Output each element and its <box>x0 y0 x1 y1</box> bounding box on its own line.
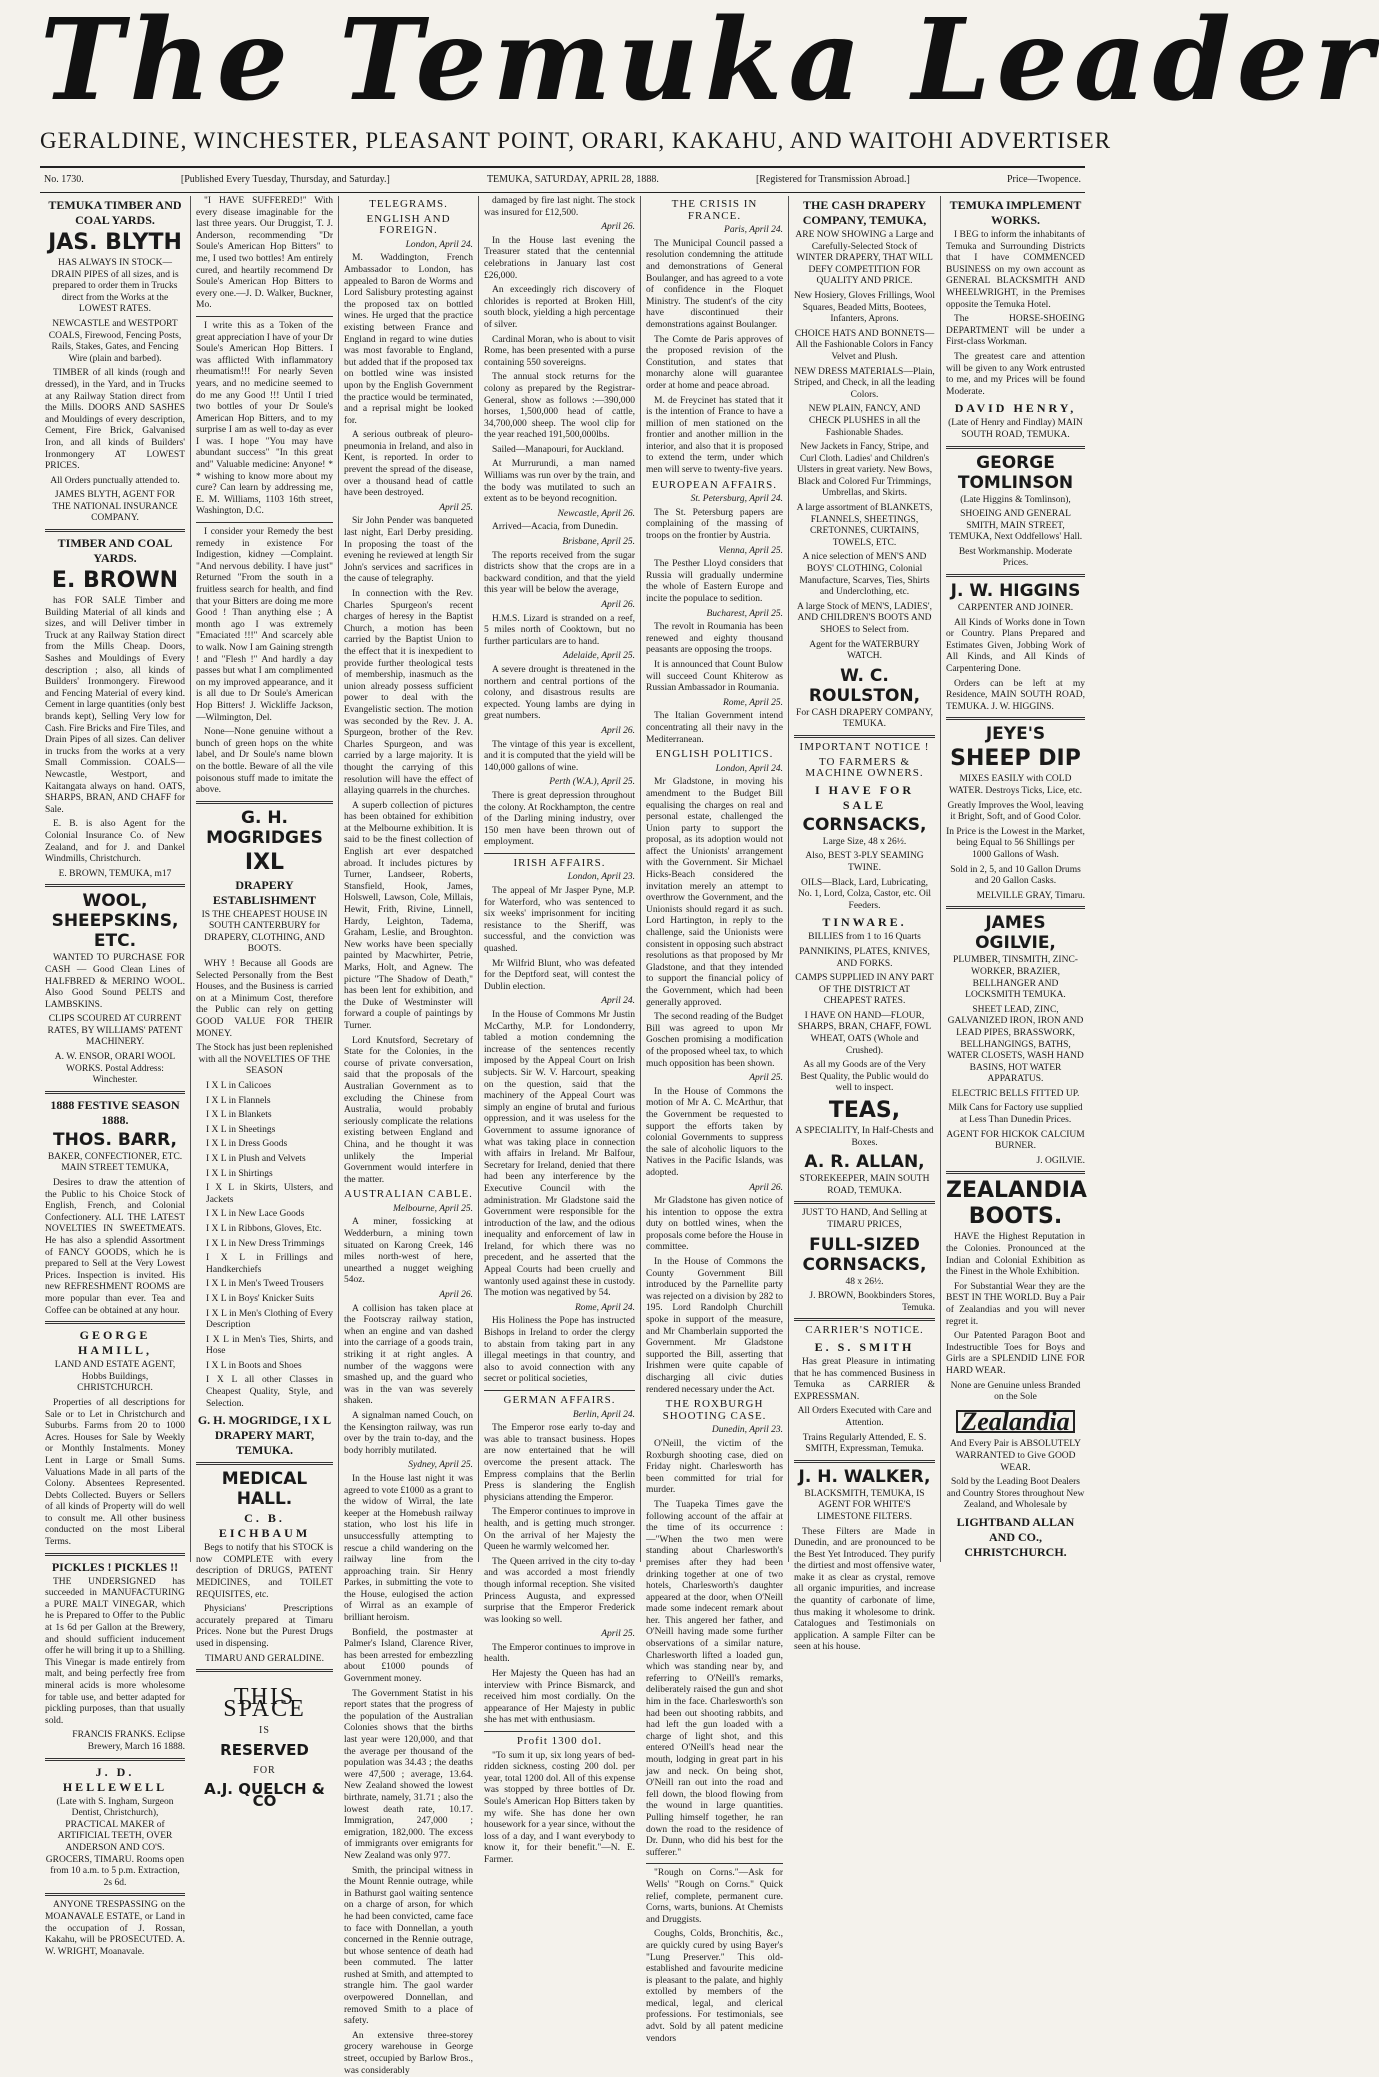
list-item: I X L in Boots and Shoes <box>206 1360 302 1371</box>
barr-text: Desires to draw the attention of the Public to his Choice Stock of English, French, and Colonial Confectionery. ALL THE LATEST NOVELTIES IN SWEETMEATS. He has also a splendid Assortment of FANCY GOODS, which he is prepared to Sell at the Very Lowest Prices. Inspection is invited. His new REFRESHMENT ROOMS are more popular than ever. Tea and Coffee can be obtained at any hour. <box>45 1178 185 1316</box>
dateline: London, April 24. <box>715 763 783 774</box>
masthead-title: The Temuka Leader <box>40 0 1379 126</box>
article-paragraph: In the House last night it was agreed to vote £1000 as a grant to the widow of Wirral, the late keeper at the Homebush railway station, who lost his life in unsuccessfully attempting to rescue a child wandering on the railway line from the approaching train. Sir Henry Parkes, in submitting the vote to the House, eulogised the action of Wirral as an example of brilliant heroism. <box>344 1473 473 1624</box>
blyth-heading: TEMUKA TIMBER AND COAL YARDS. <box>48 198 182 227</box>
list-item: I X L in New Dress Trimmings <box>206 1238 325 1249</box>
jbrown-sign: J. BROWN, Bookbinders Stores, Temuka. <box>809 1291 935 1313</box>
article-paragraph: A serious outbreak of pleuro-pneumonia in Ireland, and also in Kent, is reported. In order to prevent the spread of the disease, over a thousand head of cattle have been destroyed. <box>344 430 473 499</box>
article-paragraph: His Holiness the Pope has instructed Bishops in Ireland to order the clergy to abstain from taking part in any illegal meetings in that country, and also to avoid connection with any secret or political societies, <box>484 1316 635 1385</box>
article-paragraph: The second reading of the Budget Bill was agreed to upon Mr Goschen promising a modification of the proposed wheel tax, to which much opposition has been shown. <box>646 1012 783 1069</box>
dateline: Brisbane, April 25. <box>562 537 635 548</box>
column-2 <box>190 196 338 1810</box>
dateline: Melbourne, April 25. <box>392 1203 473 1214</box>
article-paragraph: The Government Statist in his report states that the progress of the population of the Australian Colonies shows that the births last year were 120,000, and that the average per thousand of the population was 34.43 ; the deaths were 47,500 ; average, 13.64. New Zealand showed the lowest birthrate, namely, 31.71 ; also the lowest death rate, 10.17. Immigration, 247,000 ; emigration, 182,000. The excess of immigrants over emigrants for New Zealand was only 977. <box>344 1688 473 1861</box>
cash-agent: Agent for the WATERBURY WATCH. <box>809 639 920 662</box>
wool-heading: WOOL, SHEEPSKINS, ETC. <box>51 891 179 952</box>
article-paragraph: The Municipal Council passed a resolution condemning the attitude and demonstrations of General Boulanger, and has agreed to a vote of confidence in the Floquet Ministry. The student's of the city have discontinued their demonstrations against Boulanger. <box>646 238 783 330</box>
blyth-stock: HAS ALWAYS IN STOCK—DRAIN PIPES of all sizes, and is prepared to order them in Trucks direct from the Works at the LOWEST RATES. <box>51 258 179 315</box>
just-to-hand: JUST TO HAND, And Selling at TIMARU PRICES, <box>801 1208 928 1230</box>
article-paragraph: Mr Gladstone, in moving his amendment to the Budget Bill equalising the charges on real and personal estate, challenged the Union party to support the proposal, as its adoption would not affect the Unionists' arrangement with the Government. Sir Michael Hicks-Beach considered the invitation merely an attempt to overthrow the Government, and the Unionists should regard it as such. Lord Hartington, in reply to the challenge, said the Unionists were consistent in opposing such abstract resolutions as that proposed by Mr Gladstone, and that they intended to support the financial policy of the Government, which had been generally approved. <box>646 777 783 1008</box>
list-item: I X L in New Lace Goods <box>206 1209 305 1220</box>
telegrams-heading: TELEGRAMS. <box>369 198 448 210</box>
column-4 <box>478 196 640 1865</box>
list-item: I X L in Dress Goods <box>206 1139 288 1150</box>
testimonial-consider: I consider your Remedy the best remedy in existence For Indigestion, kidney —Complaint. "And nervous debility. I have just" Returned "From the south in a fruitless search for health, and find that your Bitters are doing me more Good ! Than anything else ; A month ago I was extremely "Emaciated !!!" And scarcely able to walk. Now I am Gaining strength ! and "Flesh !" And hardly a day passes but what I am complimented on my improved appearance, and it is all due to Dr Soule's American Hop Bitters! J. Wickliffe Jackson, —Wilmington, Del. <box>196 527 333 723</box>
article-paragraph: Mr Wilfrid Blunt, who was defeated for the Deptford seat, will contest the Dublin election. <box>484 958 635 992</box>
cash-jackets: New Jackets in Fancy, Stripe, and Curl Cloth. Ladies' and Children's Ulsters in great variety. New Bows, Black and Colored Fur Trimmings, Umbrellas, and Skirts. <box>796 442 933 499</box>
article-paragraph: Mr Gladstone has given notice of his intention to oppose the extra duty on bottled wines, when the proposals come before the House in committee. <box>646 1196 783 1253</box>
ogilvie-sign: J. OGILVIE. <box>1036 1155 1085 1166</box>
tomlinson-best: Best Workmanship. Moderate Prices. <box>958 546 1073 569</box>
dateline: April 26. <box>749 1182 783 1193</box>
teas-speciality: A SPECIALITY, In Half-Chests and Boxes. <box>795 1126 934 1148</box>
cash-hosiery: New Hosiery, Gloves Frillings, Wool Squares, Beaded Mitts, Bootees, Infanters, Aprons. <box>794 290 935 325</box>
article-paragraph: The St. Petersburg papers are complaining of the massing of troops on the frontier by Austria. <box>646 507 783 542</box>
article-paragraph: The vintage of this year is excellent, and it is computed that the yield will be 140,000 gallons of wine. <box>484 739 635 773</box>
article-paragraph: Lord Knutsford, Secretary of State for the Colonies, in the course of private conversation, said that the proposals of the Australian Government as to excluding the Chinese from Australia, would probably seriously complicate the relations existing between England and China, and he thought it was unlikely the Imperial Government would interfere in the matter. <box>344 1035 473 1185</box>
blyth-name: JAS. BLYTH <box>48 230 182 255</box>
lightband-name: LIGHTBAND ALLAN AND CO., CHRISTCHURCH. <box>956 1514 1075 1559</box>
article-paragraph: The reports received from the sugar districts show that the crops are in a backward condition, and that the yield this year will be below the average, <box>484 550 635 596</box>
divider <box>484 1390 635 1391</box>
reserved-space-title: THIS SPACE <box>223 1684 306 1722</box>
ogilvie-bells: ELECTRIC BELLS FITTED UP. <box>951 1088 1080 1099</box>
list-item: I X L all other Classes in Cheapest Quality, Style, and Selection. <box>206 1375 333 1409</box>
ogilvie-milk: Milk Cans for Factory use supplied at Less Than Dunedin Prices. <box>948 1103 1083 1126</box>
carrier-heading: CARRIER'S NOTICE. <box>805 1324 924 1337</box>
list-item: I X L in Skirts, Ulsters, and Jackets <box>206 1183 333 1205</box>
german-affairs-heading: GERMAN AFFAIRS. <box>503 1394 616 1406</box>
billies: BILLIES from 1 to 16 Quarts <box>808 932 921 943</box>
blyth-coal: NEWCASTLE and WESTPORT COALS, Firewood, Fencing Posts, Rails, Stakes, Gates, and Fencing Wire (plain and barbed). <box>48 318 182 364</box>
article-paragraph: In the House of Commons the County Government Bill introduced by the Parnellite party was rejected on a division by 282 to 195. Lord Randolph Churchill spoke in support of the measure, and Mr Chamberlain supported the Government. Mr Gladstone supported the Bill, asserting that Irishmen were quite capable of discharging all civic duties rendered necessary under the Act. <box>646 1257 783 1395</box>
article-paragraph: A miner, fossicking at Wedderburn, a mining town situated on Karong Creek, 146 miles north-west of here, unearthed a nugget weighing 54oz. <box>344 1217 473 1286</box>
dip-price: In Price is the Lowest in the Market, being Equal to 56 Shillings per 1000 Gallons of Wash. <box>946 826 1085 860</box>
article-paragraph: A severe drought is threatened in the northern and central portions of the colony, and disastrous results are expected. Young lambs are dying in great numbers. <box>484 664 635 722</box>
dateline: April 26. <box>601 725 635 736</box>
column-1 <box>40 196 190 1957</box>
hamill-heading: GEORGE HAMILL, <box>77 1328 152 1358</box>
masthead-subtitle: GERALDINE, WINCHESTER, PLEASANT POINT, ORARI, KAKAHU, AND WAITOHI ADVERTISER <box>40 128 1112 153</box>
hamill-text: Properties of all descriptions for Sale or to Let in Christchurch and Suburbs. Farms from 20 to 1000 Acres. Houses for Sale by Weekly or Monthly Instalments. Money Lent in Large or Small Sums. Valuations Made in all parts of the Colony. Absentees Represented. Debts Collected. Buyers or Sellers of all kinds of Property will do well to consult me. All other business conducted on the most Liberal Terms. <box>45 1397 185 1548</box>
goods-note: As all my Goods are of the Very Best Quality, the Public would do well to inspect. <box>800 1060 929 1094</box>
article-paragraph: The Pesther Lloyd considers that Russia will gradually undermine the whole of Eastern Europe and incite the populace to sedition. <box>646 559 783 604</box>
english-politics-heading: ENGLISH POLITICS. <box>655 748 774 761</box>
tomlinson-name: GEORGE TOMLINSON <box>957 452 1074 493</box>
clips-text: CLIPS SCOURED AT CURRENT RATES, BY WILLIAMS' PATENT MACHINERY. <box>47 1014 183 1048</box>
article-paragraph: A collision has taken place at the Footscray railway station, when an engine and van dashed into the carriage of a goods train, striking it at right angles. A number of the waggons were smashed up, and the guard who was in the van was severely shaken. <box>344 1303 473 1407</box>
dateline: April 26. <box>439 1290 473 1301</box>
divider <box>196 1462 333 1465</box>
eichbaum-name: C. B. EICHBAUM <box>218 1511 311 1541</box>
zealandia-heading: ZEALANDIA BOOTS. <box>946 1178 1087 1230</box>
higgins-text: All Kinds of Works done in Town or Country. Plans Prepared and Estimates Given, Jobbing Work of All Kinds, and All Kinds of Carpentering Done. <box>946 617 1085 675</box>
divider <box>196 316 333 317</box>
twine: Also, BEST 3-PLY SEAMING TWINE. <box>805 851 924 873</box>
article-paragraph: The appeal of Mr Jasper Pyne, M.P. for Waterford, who was sentenced to six weeks' imprisonment for inciting resistance to the Sheriff, was successful, and the conviction was quashed. <box>484 886 635 955</box>
cash-plain: NEW PLAIN, FANCY, AND CHECK PLUSHES in all the Fashionable Shades. <box>808 404 921 438</box>
mogridge-text: IS THE CHEAPEST HOUSE IN SOUTH CANTERBURY for DRAPERY, CLOTHING, AND BOOTS. <box>201 909 328 955</box>
divider <box>45 884 185 887</box>
dateline: Newcastle, April 26. <box>557 508 635 519</box>
article-paragraph: A superb collection of pictures has been obtained for exhibition at the Melbourne exhibition. It is said to be the finest collection of English art ever despatched abroad. It includes pictures by Turner, Landseer, Roberts, Stansfield, Hook, James, Holswell, Lawson, Cole, Millais, Hewit, Frith, Rivine, Linnell, Hardy, Leighton, Tadema, Graham, Leslie, and Broughton. New works have been specially painted by Macwhirter, Petrie, Marks, Holt, and Agnew. The picture "The Shadow of Death," has been lent for exhibition, and the Duke of Westminster will forward a couple of paintings by Turner. <box>344 800 473 1031</box>
brown-agent: E. B. is also Agent for the Colonial Insurance Co. of New Zealand, and for J. and Dankel Windmills, Christchurch. <box>45 819 185 865</box>
jeyes-heading: JEYE'S <box>985 724 1046 745</box>
fullsized-size: 48 x 26½. <box>845 1276 884 1287</box>
dateline: Dunedin, April 23. <box>711 1425 783 1436</box>
barr-name: THOS. BARR, <box>53 1129 177 1150</box>
article-paragraph: An extensive three-storey grocery warehouse in George street, occupied by Barlow Bros., was considerably <box>344 2030 473 2076</box>
dip-more: Greatly Improves the Wool, leaving it Bright, Soft, and of Good Color. <box>947 800 1084 823</box>
dateline: Perth (W.A.), April 25. <box>549 777 635 788</box>
blyth-orders: All Orders punctually attended to. <box>50 475 180 486</box>
dateline: Vienna, April 25. <box>718 545 783 556</box>
profit-heading: Profit 1300 dol. <box>516 1735 603 1748</box>
divider <box>946 717 1085 720</box>
article-paragraph: Sir John Pender was banqueted last night, Earl Derby presiding. In proposing the toast of the evening he reviewed at length Sir John's services and sacrifices in the cause of telegraphy. <box>344 516 473 585</box>
barr-sub: BAKER, CONFECTIONER, ETC. MAIN STREET TEMUKA, <box>47 1151 183 1174</box>
mogridge-sign: G. H. MOGRIDGE, I X L DRAPERY MART, TEMUKA. <box>197 1413 332 1458</box>
dateline: Sydney, April 25. <box>408 1460 473 1471</box>
fullsized-cornsacks: FULL-SIZED CORNSACKS, <box>802 1234 927 1275</box>
dateline-bar <box>40 166 1085 193</box>
divider <box>196 1669 333 1672</box>
list-item: I X L in Plush and Velvets <box>206 1153 306 1164</box>
mogridge-stock: The Stock has just been replenished with all the NOVELTIES OF THE SEASON <box>196 1043 333 1077</box>
brown-heading: TIMBER AND COAL YARDS. <box>57 536 173 566</box>
brown-name: E. BROWN <box>51 568 179 594</box>
dateline: April 26. <box>601 222 635 233</box>
list-item: I X L in Men's Tweed Trousers <box>206 1279 324 1290</box>
blyth-agent: JAMES BLYTH, AGENT FOR THE NATIONAL INSURANCE COMPANY. <box>52 490 178 524</box>
tomlinson-text: SHOEING AND GENERAL SMITH, MAIN STREET, TEMUKA, Next Oddfellows' Hall. <box>948 509 1083 543</box>
medical-place: TIMARU AND GERALDINE. <box>204 1653 324 1664</box>
higgins-orders: Orders can be left at my Residence, MAIN SOUTH ROAD, TEMUKA. J. W. HIGGINS. <box>946 678 1085 712</box>
mogridge-why: WHY ! Because all Goods are Selected Personally from the Best Houses, and the Business is carried on at a Minimum Cost, therefore the Public can rely on getting GOOD VALUE FOR THEIR MONEY. <box>196 959 333 1039</box>
article-paragraph: Smith, the principal witness in the Mount Rennie outrage, while in Bathurst gaol waiting sentence on a charge of arson, for which he had been convicted, came face to face with Donnellan, a youth concerned in the Rennie outrage, but whose sentence of death had been commuted. The latter rushed at Smith, and attempted to strangle him. The gaol warder overpowered Donnellan, and removed Smith to a place of safety. <box>344 1865 473 2027</box>
divider <box>45 1091 185 1094</box>
medical-hall-heading: MEDICAL HALL. <box>221 1469 308 1510</box>
dateline: Bucharest, April 25. <box>706 608 783 619</box>
dip-drums: Sold in 2, 5, and 10 Gallon Drums and 20 Gallon Casks. <box>950 864 1081 887</box>
ogilvie-burner: AGENT FOR HICKOK CALCIUM BURNER. <box>946 1129 1085 1152</box>
reserved-for: FOR <box>253 1764 276 1776</box>
cash-drapery-heading: THE CASH DRAPERY COMPANY, TEMUKA, <box>802 198 927 227</box>
divider <box>484 1731 635 1732</box>
divider <box>794 735 935 738</box>
smith-name: E. S. SMITH <box>814 1339 915 1354</box>
have-for-sale: I HAVE FOR SALE <box>814 782 915 812</box>
sheep-dip-heading: SHEEP DIP <box>950 746 1081 772</box>
article-paragraph: M. de Freycinet has stated that it is the intention of France to have a million of men stationed on the frontier and another million in the interior, and also that it is proposed to extend the term, under which men will serve to twenty-five years. <box>646 395 783 476</box>
article-paragraph: It is announced that Count Bulow will succeed Count Khiterow as Russian Ambassador in Roumania. <box>646 659 783 694</box>
article-paragraph: The revolt in Roumania has been renewed and eighty thousand peasants are opposing the troops. <box>646 622 783 656</box>
pannikins: PANNIKINS, PLATES, KNIVES, AND FORKS. <box>799 946 930 969</box>
divider <box>45 1321 185 1324</box>
article-paragraph: O'Neill, the victim of the Roxburgh shooting case, died on Friday night. Charlesworth has been committed for trial for murder. <box>646 1438 783 1496</box>
mogridge-heading: G. H. MOGRIDGES <box>206 807 323 848</box>
zealandia-patent: Our Patented Paragon Boot and Indestructible Toes for Boys and Girls are a SPLENDID LINE FOR HARD WEAR. <box>946 1331 1085 1376</box>
cash-boots: A large Stock of MEN'S, LADIES', AND CHILDREN'S BOOTS AND SHOES to Select from. <box>797 601 932 635</box>
article-paragraph: In the House of Commons Mr Justin McCarthy, M.P. for Londonderry, tabled a motion condemning the increase of the sentences recently imposed by the Appeal Court on Irish subjects. Sir W. V. Harcourt, speaking on the question, said that the machinery of the Appeal Court was simply an engine of brutal and furious oppression, and it was useless for the Government to assume ignorance of what was taking place in connection with affairs in Ireland. Mr Balfour, Secretary for Ireland, denied that there had been any interference by the Executive Council with the administration. Mr Gladstone said the Government were responsible for the introduction of the law, and the odious inequality and enforcement of law in Ireland, for which there was no precedent, and he asserted that the Appeal Courts had been cruelly and wantonly used against these in custody. The motion was negatived by 54. <box>484 1010 635 1299</box>
cash-mens: A nice selection of MEN'S AND BOYS' CLOTHING, Colonial Manufacture, Scarves, Ties, Shirts and Underclothing, etc. <box>799 552 930 598</box>
article-paragraph: The annual stock returns for the colony as prepared by the Registrar-General, show as follows :—390,000 horses, 1,500,000 head of cattle, 34,700,000 sheep. The wool clip for the year reached 191,500,000lbs. <box>484 372 635 441</box>
article-paragraph: The Comte de Paris approves of the proposed revision of the Constitution, and states that monarchy alone will guarantee order at home and peace abroad. <box>646 334 783 391</box>
registration-note: [Registered for Transmission Abroad.] <box>755 174 910 185</box>
oils: OILS—Black, Lard, Lubricating, No. 1, Lord, Colza, Castor, etc. Oil Feeders. <box>797 877 932 911</box>
list-item: I X L in Men's Clothing of Every Description <box>206 1308 333 1331</box>
reserved-is: IS <box>259 1725 270 1737</box>
higgins-sub: CARPENTER AND JOINER. <box>957 603 1074 614</box>
divider <box>646 1863 783 1864</box>
article-paragraph: Arrived—Acacia, from Dunedin. <box>492 522 619 533</box>
article-paragraph: H.M.S. Lizard is stranded on a reef, 5 miles north of Cooktown, but no further particulars are to hand. <box>484 613 635 647</box>
testimonial: "I HAVE SUFFERED!" With every disease imaginable for the last three years. Our Druggist, T. J. Anderson, recommending "Dr Soule's American Hop Bitters" to me, I used two bottles! Am entirely cured, and heartily recommend Dr Soule's American Hop Bitters to every one.—J. D. Walker, Buckner, Mo. <box>196 196 333 311</box>
divider <box>946 1171 1085 1174</box>
mogridge-list <box>196 1081 333 1410</box>
ogilvie-text: SHEET LEAD, ZINC, GALVANIZED IRON, IRON AND LEAD PIPES, BRASSWORK, BELLHANGINGS, BATHS, WATER CLOSETS, WASH HAND BASINS, HOT WATER APPARATUS. <box>947 1004 1084 1085</box>
reserved-label: RESERVED <box>220 1740 309 1759</box>
dateline: April 26. <box>601 600 635 610</box>
list-item: I X L in Frillings and Handkerchiefs <box>206 1253 333 1275</box>
place-date: TEMUKA, SATURDAY, APRIL 28, 1888. <box>486 174 659 185</box>
list-item: I X L in Shirtings <box>206 1168 273 1179</box>
cash-blankets: A large assortment of BLANKETS, FLANNELS, SHEETINGS, CRETONNES, CURTAINS, TOWELS, ETC. <box>796 503 933 548</box>
roulston-name: W. C. ROULSTON, <box>808 665 921 706</box>
dateline: April 24. <box>601 996 635 1007</box>
ensor-text: A. W. ENSOR, ORARI WOOL WORKS. Postal Address: Winchester. <box>54 1052 176 1086</box>
article-paragraph: The Queen arrived in the city to-day and was accorded a most friendly though informal reception. She visited Princess Augusta, and expressed surprise that the Emperor Frederick was looking so well. <box>484 1556 635 1625</box>
allan-sub: STOREKEEPER, MAIN SOUTH ROAD, TEMUKA. <box>799 1174 930 1196</box>
allan-name: A. R. ALLAN, <box>804 1152 925 1173</box>
list-item: I X L in Men's Ties, Shirts, and Hose <box>206 1334 333 1357</box>
reserved-advertiser: A.J. QUELCH & CO <box>204 1780 325 1810</box>
article-paragraph: M. Waddington, French Ambassador to London, has appealed to Baron de Worms and Lord Salisbury protesting against the proposed tax on bottled wines. He urged that the practice existing between France and England in regard to wine duties was most favorable to England, but added that if the proposed tax on bottled wine was insisted upon by the English Government the practice would be terminated, and a reprisal might be looked for. <box>344 253 473 426</box>
implement-works-heading: TEMUKA IMPLEMENT WORKS. <box>949 198 1082 227</box>
hamill-sub: LAND AND ESTATE AGENT, Hobbs Buildings, CHRISTCHURCH. <box>54 1360 176 1394</box>
list-item: I X L in Calicoes <box>206 1081 272 1091</box>
mogridge-ixl: IXL <box>244 849 285 875</box>
article-paragraph: Bonfield, the postmaster at Palmer's Island, Clarence River, has been arrested for embezzling about £1000 pounds of Government money. <box>344 1627 473 1685</box>
article-paragraph: Sailed—Manapouri, for Auckland. <box>492 444 624 455</box>
medical-text-2: Physicians' Prescriptions accurately prepared at Timaru Prices. None but the Purest Drugs used in dispensing. <box>196 1604 333 1649</box>
ogilvie-name: JAMES OGILVIE, <box>975 913 1056 954</box>
dateline: Adelaide, April 25. <box>562 651 635 662</box>
article-paragraph: An exceedingly rich discovery of chlorides is reported at Broken Hill, south block, yielding a high percentage of silver. <box>484 285 635 330</box>
dip-text: MIXES EASILY with COLD WATER. Destroys Ticks, Lice, etc. <box>949 774 1082 796</box>
article-paragraph: In connection with the Rev. Charles Spurgeon's recent charges of heresy in the Baptist Church, a motion has been carried by the Baptist Union to the effect that it is inexpedient to provide further theological tests of membership, inasmuch as the union already possess sufficient power to deal with the Evangelistic section. The motion was seconded by the Rev. J. A. Spurgeon, brother of the Rev. Charles Spurgeon, and was carried by a large majority. It is thought the carrying of this resolution will have the effect of allaying quarrels in the churches. <box>344 589 473 797</box>
henry-sub: (Late of Henry and Findlay) MAIN SOUTH ROAD, TEMUKA. <box>948 418 1083 440</box>
list-item: I X L in Ribbons, Gloves, Etc. <box>206 1223 322 1234</box>
wool-text: WANTED TO PURCHASE FOR CASH — Good Clean Lines of HALFBRED & MERINO WOOL. Also Good Sound PELTS and LAMBSKINS. <box>45 953 185 1010</box>
zealandia-best: For Substantial Wear they are the BEST IN THE WORLD. Buy a Pair of Zealandias and you will never regret it. <box>946 1281 1085 1327</box>
zealandia-sold: Sold by the Leading Boot Dealers and Country Stores throughout New Zealand, and Wholesale by <box>946 1477 1085 1511</box>
column-6 <box>788 196 940 1653</box>
irish-affairs-heading: IRISH AFFAIRS. <box>513 856 606 869</box>
column-3 <box>338 196 478 2076</box>
roxburgh-heading: THE ROXBURGH SHOOTING CASE. <box>662 1398 767 1422</box>
works-horse: The HORSE-SHOEING DEPARTMENT will be under a First-class Workman. <box>946 314 1085 348</box>
pickles-heading: PICKLES ! PICKLES !! <box>51 1559 179 1574</box>
divider <box>196 522 333 523</box>
english-foreign-heading: ENGLISH AND FOREIGN. <box>366 212 451 237</box>
article-paragraph: Her Majesty the Queen has had an interview with Prince Bismarck, and received him most cordially. On the appearance of Her Majesty in public she has met with enthusiasm. <box>484 1669 635 1726</box>
article-paragraph: The Emperor rose early to-day and was able to transact business. Hopes are now entertained that he will overcome the present attack. The Empress complains that the Berlin Press is slandering the English physicians attending the Emperor. <box>484 1423 635 1503</box>
dateline: London, April 24. <box>405 239 473 250</box>
column-5 <box>640 196 788 2044</box>
tomlinson-late: (Late Higgins & Tomlinson), <box>960 494 1071 505</box>
zealandia-warranted: And Every Pair is ABSOLUTELY WARRANTED to Give GOOD WEAR. <box>950 1439 1081 1473</box>
divider <box>946 446 1085 449</box>
dateline: London, April 23. <box>567 872 635 883</box>
article-paragraph: The Tuapeka Times gave the following account of the affair at the time of its occurrence :—"When the two men were standing about Charlesworth's premises after they had been drinking together at one of two hotels, Charlesworth's daughter appeared at the door, when O'Neill made some indecent remark about her. This angered her father, and O'Neill having made some further observations of a similar nature, Charlesworth lifted a loaded gun, which was standing near by, and referring to O'Neill's remarks, deliberately raised the gun and shot him in the face. Charlesworth's son had been out shooting rabbits, and had left the gun loaded with a charge of light shot, and this entered O'Neill's head near the mouth, lodging in great part in his jaw and neck. On being shot, O'Neill ran out into the road and fell down, the blood flowing from the wound in large quantities. Pulling himself together, he ran down the road to the residence of Dr. Dunn, who did his best for the sufferer." <box>646 1499 783 1858</box>
list-item: I X L in Boys' Knicker Suits <box>206 1293 314 1304</box>
dip-agent: MELVILLE GRAY, Timaru. <box>976 890 1085 901</box>
walker-sub: BLACKSMITH, TEMUKA, IS AGENT FOR WHITE'S LIMESTONE FILTERS. <box>804 1488 925 1522</box>
article-paragraph: The Emperor continues to improve in health, and is getting much stronger. On the arrival of her Majesty the Queen he warmly welcomed her. <box>484 1507 635 1553</box>
medical-text: Begs to notify that his STOCK is now COMPLETE with every description of DRUGS, PATENT MEDICINES, and TOILET REQUISITES, etc. <box>196 1543 333 1600</box>
zealandia-genuine: None are Genuine unless Branded on the Sole <box>950 1380 1081 1403</box>
issue-number: No. 1730. <box>44 174 84 185</box>
cash-dress: NEW DRESS MATERIALS—Plain, Striped, and Check, in all the leading Colors. <box>794 366 935 400</box>
cornsacks-heading: CORNSACKS, <box>802 814 927 835</box>
dateline: Paris, April 24. <box>724 225 783 236</box>
article-paragraph: There is great depression throughout the colony. At Rockhampton, the centre of the Darling mining industry, over 150 men have been thrown out of employment. <box>484 790 635 848</box>
dateline: April 25. <box>601 1629 635 1640</box>
dateline: Berlin, April 24. <box>572 1409 635 1420</box>
cornsacks-size: Large Size, 48 x 26½. <box>822 836 907 847</box>
dateline: Rome, April 24. <box>575 1302 635 1313</box>
smith-text: Has great Pleasure in intimating that he has commenced Business in Temuka as CARRIER & EXPRESSMAN. <box>794 1356 935 1402</box>
australian-cable-heading: AUSTRALIAN CABLE. <box>344 1188 473 1201</box>
article-paragraph: "To sum it up, six long years of bed-ridden sickness, costing 200 dol. per year, total 1200 dol. All of this expense was stopped by three bottles of Dr. Soule's American Hop Bitters taken by my wife. She has done her own housework for a year since, without the loss of a day, and I want everybody to know it, for their benefit."—N. E. Farmer. <box>484 1750 635 1865</box>
divider <box>196 801 333 804</box>
article-paragraph: damaged by fire last night. The stock was insured for £12,500. <box>484 196 635 218</box>
roulston-sub: For CASH DRAPERY COMPANY, TEMUKA. <box>796 707 933 730</box>
divider <box>946 906 1085 909</box>
walker-text: These Filters are Made in Dunedin, and are pronounced to be the Best Yet Introduced. They purify the dirtiest and most offensive water, make it as clear as crystal, remove all organic impurities, and increase the quantity of carbonate of lime, thus making it wholesome to drink. Catalogues and Testimonials on application. A sample Filter can be seen at his house. <box>794 1526 935 1653</box>
divider <box>45 1758 185 1761</box>
tinware-heading: TINWARE. <box>822 915 907 930</box>
article-paragraph: Cardinal Moran, who is about to visit Rome, has been presented with a purse containing 550 sovereigns. <box>484 334 635 368</box>
list-item: I X L in Blankets <box>206 1110 272 1121</box>
divider <box>45 1893 185 1896</box>
divider <box>794 1318 935 1321</box>
article-paragraph: In the House of Commons the motion of Mr A. C. McArthur, that the Government be requested to support the efforts taken by colonial Governments to suppress the sale of alcoholic liquors to the Natives in the Pacific Islands, was adopted. <box>646 1086 783 1178</box>
article-paragraph: The Emperor continues to improve in health. <box>484 1642 635 1665</box>
walker-name: J. H. WALKER, <box>798 1466 931 1487</box>
mogridge-drapery: DRAPERY ESTABLISHMENT <box>212 877 317 907</box>
article-paragraph: In the House last evening the Treasurer stated that the centennial celebrations in January last cost £26,000. <box>484 235 635 281</box>
trespass-notice: ANYONE TRESPASSING on the MOANAVALE ESTATE, or Land in the occupation of J. Rossan, Kakahu, will be PROSECUTED. A. W. WRIGHT, Moanavale. <box>45 1900 185 1957</box>
article-paragraph: The Italian Government intend concentrating all their navy in the Mediterranean. <box>646 711 783 745</box>
henry-name: DAVID HENRY, <box>954 401 1077 416</box>
camps: CAMPS SUPPLIED IN ANY PART OF THE DISTRICT AT CHEAPEST RATES. <box>795 973 934 1007</box>
divider <box>45 529 185 532</box>
brown-sign: E. BROWN, TEMUKA, m17 <box>58 868 172 879</box>
cash-text: ARE NOW SHOWING a Large and Carefully-Selected Stock of WINTER DRAPERY, THAT WILL DEFY COMPETITION FOR QUALITY AND PRICE. <box>795 230 934 287</box>
article-paragraph: A signalman named Couch, on the Kensington railway, was run over by the train to-day, and the body horribly mutilated. <box>344 1410 473 1456</box>
zealandia-brand-logo: Zealandia <box>956 1410 1075 1434</box>
corns-ad: "Rough on Corns."—Ask for Wells' "Rough on Corns." Quick relief, complete, permanent cure. Corns, warts, bunions. At Chemists and Druggists. <box>646 1868 783 1925</box>
flour: I HAVE ON HAND—FLOUR, SHARPS, BRAN, CHAFF, FOWL WHEAT, OATS (Whole and Crushed). <box>797 1010 932 1056</box>
brown-text: has FOR SALE Timber and Building Material of all kinds and sizes, and will Deliver timber in Truck at any Railway Station direct from the Mills Cheap. Doors, Sashes and Mouldings of Every description ; also, all kinds of Builders' Ironmongery. Firewood and Fencing Material of every kind. Cement in large quantities (only best brands kept), Selling Very low for Cash. Fire Bricks and Fire Tiles, and Drain Pipes of all sizes. Can deliver in trucks from the works at a very Small Commission. COALS—Newcastle, Westport, and Kaitangata always on hand. OATS, SHARPS, BRAN, AND CHAFF for Sale. <box>45 596 185 815</box>
divider <box>794 1460 935 1463</box>
dateline: April 25. <box>749 1073 783 1084</box>
divider <box>484 853 635 854</box>
notice-heading: IMPORTANT NOTICE ! <box>799 740 930 753</box>
divider <box>794 1201 935 1204</box>
european-affairs-heading: EUROPEAN AFFAIRS. <box>652 478 777 491</box>
divider <box>45 1553 185 1556</box>
hellewell-heading: J. D. HELLEWELL <box>62 1764 168 1794</box>
teas-heading: TEAS, <box>828 1098 901 1124</box>
pickles-sign: FRANCIS FRANKS. Eclipse Brewery, March 16 1888. <box>72 1730 185 1752</box>
dateline: April 25. <box>439 502 473 513</box>
testimonial-note: None—None genuine without a bunch of green hops on the white label, and Dr Soule's name blown on the bottle. Beware of all the vile poisonous stuff made to imitate the above. <box>196 727 333 796</box>
dateline: St. Petersburg, April 24. <box>690 494 783 505</box>
list-item: I X L in Sheetings <box>206 1124 276 1135</box>
smith-trains: Trains Regularly Attended, E. S. SMITH, Expressman, Temuka. <box>802 1432 927 1455</box>
crisis-france-heading: THE CRISIS IN FRANCE. <box>671 198 758 222</box>
publication-schedule: [Published Every Tuesday, Thursday, and Saturday.] <box>180 174 390 185</box>
blyth-timber: TIMBER of all kinds (rough and dressed), in the Yard, and in Trucks at any Railway Station direct from the Mills. DOORS AND SASHES and Mouldings of every description, Cement, Fire Brick, Galvanised Iron, and all kinds of Builders' Ironmongery AT LOWEST PRICES. <box>45 368 185 472</box>
price: Price—Twopence. <box>1006 174 1081 185</box>
testimonial-poem: I write this as a Token of the great appreciation I have of your Dr Soule's American Hop Bitters. I was afflicted With inflammatory rheumatism!!! For nearly Seven years, and no medicine seemed to do me any Good !!! Until I tried two bottles of your Dr Soule's American Hop Bitters, and to my surprise I am as well to-day as ever I was. I hope "You may have abundant success" "In this great and" Valuable medicine: Anyone! * * wishing to know more about my cure? Can learn by addressing me, E. M. Williams, 1103 16th street, Washington, D.C. <box>196 320 333 517</box>
hellewell-text: (Late with S. Ingham, Surgeon Dentist, Christchurch), PRACTICAL MAKER of ARTIFICIAL TEETH, OVER ANDERSON AND CO'S. GROCERS, TIMARU. Rooms open from 10 a.m. to 5 p.m. Extraction, 2s 6d. <box>45 1796 185 1888</box>
list-item: I X L in Flannels <box>206 1095 271 1106</box>
article-paragraph: At Murrurundi, a man named Williams was run over by the train, and the body was mutilated to such an extent as to be beyond recognition. <box>484 459 635 505</box>
cash-hats: CHOICE HATS AND BONNETS—All the Fashionable Colors in Fancy Velvet and Plush. <box>794 328 935 362</box>
pickles-text: THE UNDERSIGNED has succeeded in MANUFACTURING a PURE MALT VINEGAR, which he is Prepared to Offer to the Public at 1s 6d per Gallon at the Brewery, and should sufficient inducement offer he will bring it up to a Shilling. This Vinegar is made entirely from malt, and being perfectly free from mineral acids is more wholesome for table use, and better adapted for pickling purposes, than that usually sold. <box>45 1576 185 1726</box>
works-text: I BEG to inform the inhabitants of Temuka and Surrounding Districts that I have COMMENCED BUSINESS on my own account as GENERAL BLACKSMITH AND WHEELWRIGHT, in the Premises opposite the Temuka Hotel. <box>946 230 1085 310</box>
higgins-name: J. W. HIGGINS <box>950 581 1081 602</box>
zealandia-text: HAVE the Highest Reputation in the Colonies. Pronounced at the Indian and Colonial Exhibition as the Finest in the Whole Exhibition. <box>946 1232 1085 1278</box>
notice-sub: TO FARMERS & MACHINE OWNERS. <box>805 755 924 780</box>
cough-ad: Coughs, Colds, Bronchitis, &c., are quickly cured by using Bayer's "Lung Preserver." This old-established and favourite medicine is pleasant to the palate, and highly extolled by members of the medical, legal, and clerical professions. For testimonials, see advt. Sold by all patent medicine vendors <box>646 1929 783 2044</box>
dateline: Rome, April 25. <box>723 697 783 708</box>
divider <box>946 574 1085 577</box>
column-7 <box>940 196 1090 1562</box>
smith-orders: All Orders Executed with Care and Attention. <box>797 1406 932 1428</box>
festive-heading: 1888 FESTIVE SEASON 1888. <box>50 1097 180 1127</box>
works-care: The greatest care and attention will be given to any Work entrusted to me, and my Prices will be found Moderate. <box>946 351 1085 397</box>
ogilvie-sub: PLUMBER, TINSMITH, ZINC-WORKER, BRAZIER, BELLHANGER AND LOCKSMITH TEMUKA. <box>953 955 1078 1001</box>
